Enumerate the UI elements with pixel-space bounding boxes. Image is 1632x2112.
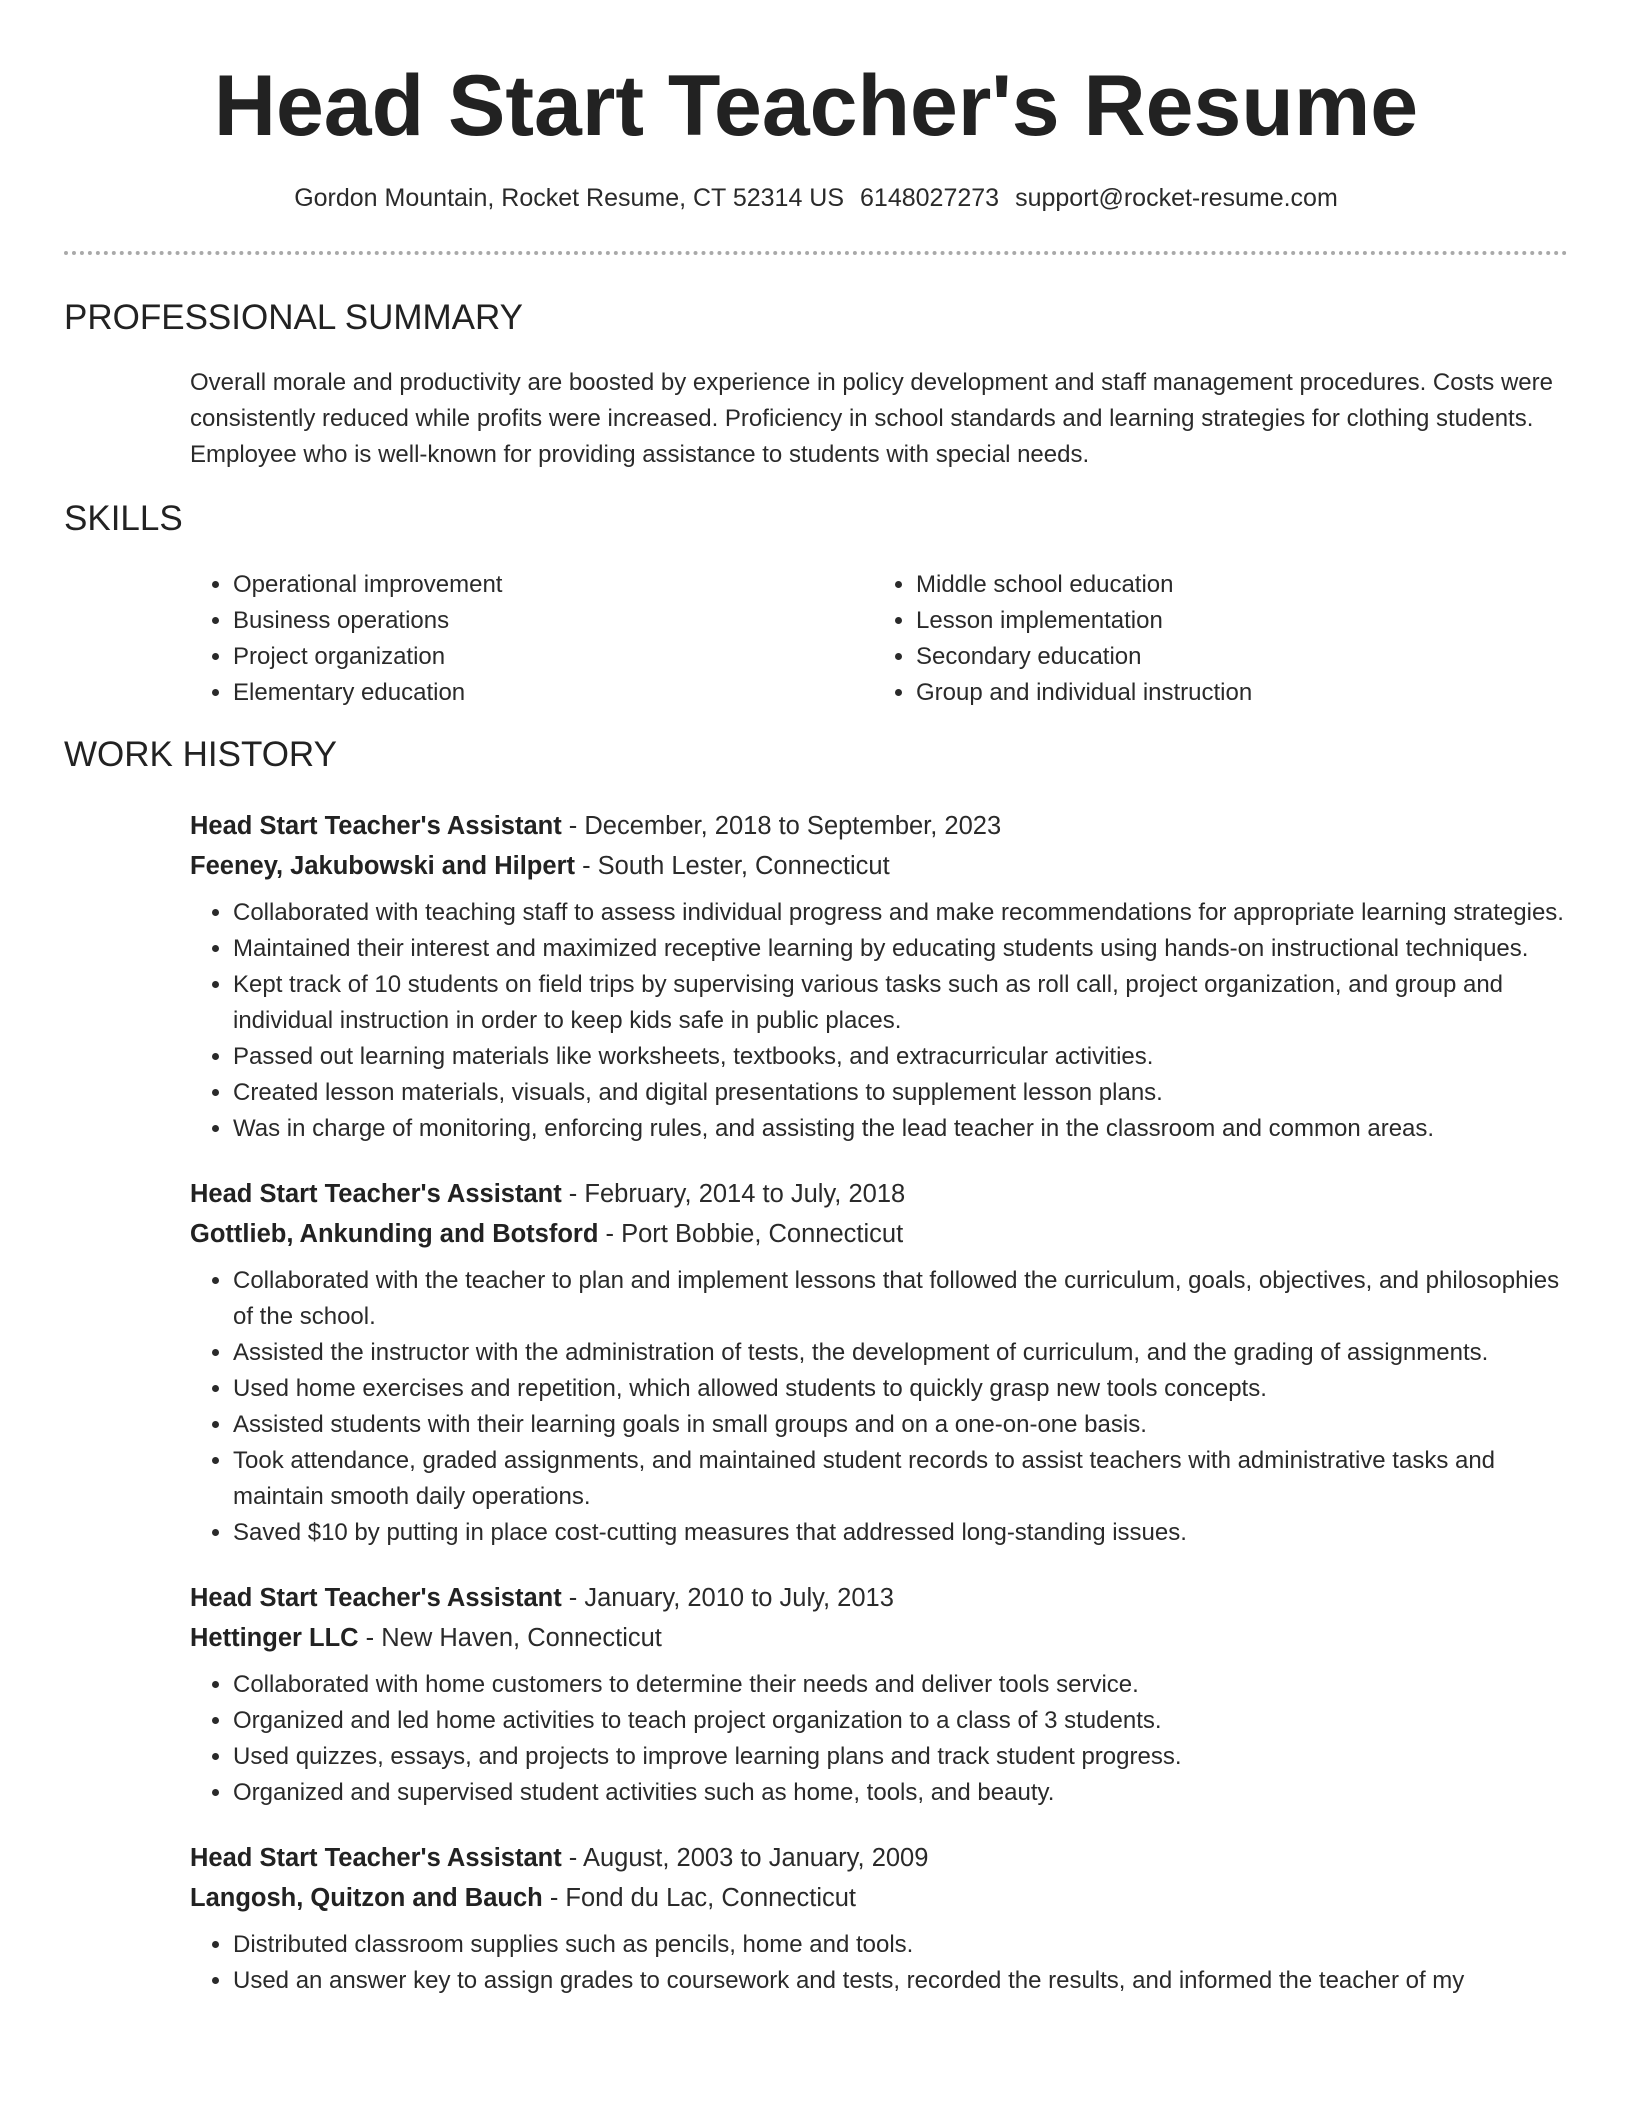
job-company-line	[190, 846, 1568, 886]
job-title-line	[190, 806, 1568, 846]
job-title-line	[190, 1578, 1568, 1618]
job-bullet: • Passed out learning materials like worksheets, textbooks, and extracurricular activities.	[233, 1039, 1568, 1075]
job-title: Head Start Teacher's Assistant	[190, 812, 562, 840]
job-spacer	[190, 1811, 1568, 1838]
job-bullet: • Assisted students with their learning goals in small groups and on a one-on-one basis.	[233, 1407, 1568, 1443]
job-bullet: • Collaborated with the teacher to plan and implement lessons that followed the curriculum, goals, objectives, and philosophies of the school.	[233, 1263, 1568, 1335]
job-spacer	[190, 1147, 1568, 1174]
contact-address: Gordon Mountain, Rocket Resume, CT 52314 US	[294, 184, 845, 212]
job-bullet: • Organized and led home activities to teach project organization to a class of 3 students.	[233, 1703, 1568, 1739]
work-history-list	[190, 806, 1568, 1999]
skills-list	[190, 567, 1568, 711]
resume-title: Head Start Teacher's Resume	[213, 58, 1419, 154]
job-company: Hettinger LLC	[190, 1624, 359, 1652]
job-bullet: • Took attendance, graded assignments, and maintained student records to assist teachers with administrative tasks and maintain smooth daily operations.	[233, 1443, 1568, 1515]
skill-item: • Group and individual instruction	[916, 675, 1556, 711]
job-dates: - August, 2003 to January, 2009	[561, 1844, 929, 1872]
job-entry	[190, 806, 1568, 1147]
job-bullet: • Collaborated with home customers to determine their needs and deliver tools service.	[233, 1667, 1568, 1703]
job-location: - Port Bobbie, Connecticut	[598, 1220, 904, 1248]
job-bullets	[190, 1263, 1568, 1551]
job-bullet: • Used quizzes, essays, and projects to improve learning plans and track student progress.	[233, 1739, 1568, 1775]
job-bullet: • Used an answer key to assign grades to coursework and tests, recorded the results, and informed the teacher of my	[233, 1963, 1568, 1999]
job-company: Gottlieb, Ankunding and Botsford	[190, 1220, 599, 1248]
job-company: Langosh, Quitzon and Bauch	[190, 1884, 543, 1912]
job-location: - Fond du Lac, Connecticut	[542, 1884, 857, 1912]
job-title: Head Start Teacher's Assistant	[190, 1844, 562, 1872]
job-title-line	[190, 1174, 1568, 1214]
skills-column-left	[190, 567, 873, 711]
job-bullet: • Maintained their interest and maximized receptive learning by educating students using hands-on instructional techniques.	[233, 931, 1568, 967]
job-bullet: • Saved $10 by putting in place cost-cutting measures that addressed long-standing issues.	[233, 1515, 1568, 1551]
skill-item: • Project organization	[233, 639, 873, 675]
job-entry	[190, 1838, 1568, 1999]
summary-heading: PROFESSIONAL SUMMARY	[64, 298, 523, 337]
job-bullet: • Assisted the instructor with the administration of tests, the development of curriculum, and the grading of assignments.	[233, 1335, 1568, 1371]
skill-item: • Business operations	[233, 603, 873, 639]
job-bullets	[190, 895, 1568, 1147]
job-bullet: • Kept track of 10 students on field trips by supervising various tasks such as roll call, project organization, and group and individual instruction in order to keep kids safe in public places.	[233, 967, 1568, 1039]
job-company-line	[190, 1214, 1568, 1254]
job-bullet: • Distributed classroom supplies such as pencils, home and tools.	[233, 1927, 1568, 1963]
skill-item: • Secondary education	[916, 639, 1556, 675]
job-entry	[190, 1578, 1568, 1811]
summary-text: Overall morale and productivity are boosted by experience in policy development and staff management procedures. Costs were consistently reduced while profits were increased. Proficiency in school standards and learning strategies for clothing students. Employee who is well-known for providing assistance to students with special needs.	[190, 369, 1553, 468]
job-spacer	[190, 1551, 1568, 1578]
job-bullets	[190, 1667, 1568, 1811]
job-bullet: • Organized and supervised student activities such as home, tools, and beauty.	[233, 1775, 1568, 1811]
skill-item: • Operational improvement	[233, 567, 873, 603]
work-history-heading: WORK HISTORY	[64, 735, 337, 774]
skill-item: • Elementary education	[233, 675, 873, 711]
job-location: - South Lester, Connecticut	[574, 852, 890, 880]
job-bullet: • Was in charge of monitoring, enforcing rules, and assisting the lead teacher in the classroom and common areas.	[233, 1111, 1568, 1147]
job-dates: - January, 2010 to July, 2013	[561, 1584, 894, 1612]
job-title: Head Start Teacher's Assistant	[190, 1180, 562, 1208]
job-dates: - February, 2014 to July, 2018	[561, 1180, 906, 1208]
job-company-line	[190, 1878, 1568, 1918]
job-dates: - December, 2018 to September, 2023	[561, 812, 1002, 840]
skills-column-right	[873, 567, 1556, 711]
job-bullet: • Collaborated with teaching staff to assess individual progress and make recommendations for appropriate learning strategies.	[233, 895, 1568, 931]
contact-email[interactable]: support@rocket-resume.com	[1015, 184, 1338, 212]
skill-item: • Lesson implementation	[916, 603, 1556, 639]
contact-phone: 6148027273	[860, 184, 1000, 212]
contact-line	[0, 181, 1632, 215]
job-title: Head Start Teacher's Assistant	[190, 1584, 562, 1612]
skill-item: • Middle school education	[916, 567, 1556, 603]
job-entry	[190, 1174, 1568, 1551]
job-company: Feeney, Jakubowski and Hilpert	[190, 852, 575, 880]
job-bullet: • Created lesson materials, visuals, and digital presentations to supplement lesson plans.	[233, 1075, 1568, 1111]
skills-heading: SKILLS	[64, 499, 183, 538]
job-location: - New Haven, Connecticut	[358, 1624, 662, 1652]
job-title-line	[190, 1838, 1568, 1878]
header-divider	[64, 251, 1568, 255]
job-company-line	[190, 1618, 1568, 1658]
job-bullets	[190, 1927, 1568, 1999]
job-bullet: • Used home exercises and repetition, which allowed students to quickly grasp new tools concepts.	[233, 1371, 1568, 1407]
